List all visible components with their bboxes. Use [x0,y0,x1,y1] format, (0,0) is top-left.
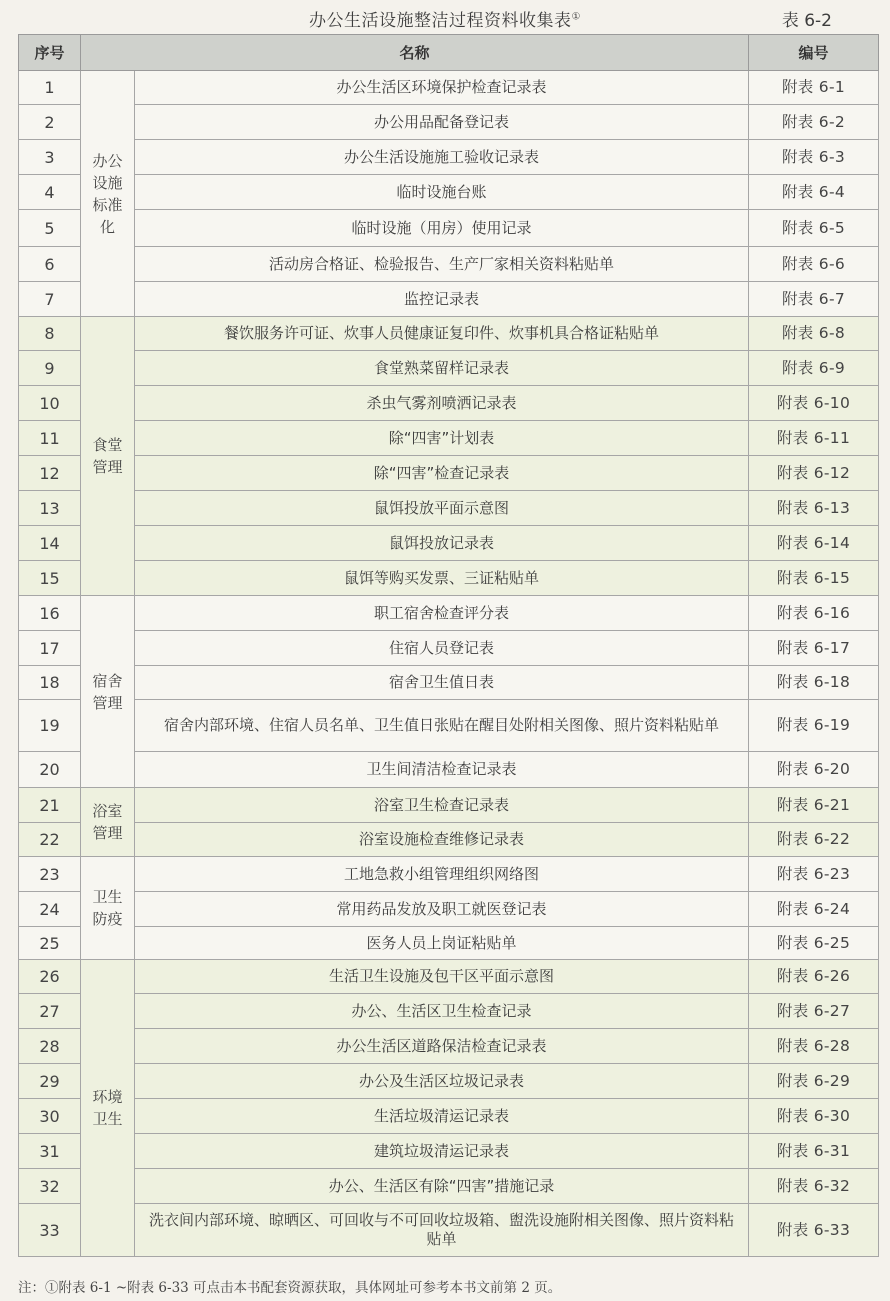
row-number: 15 [19,561,81,596]
header-no: 序号 [19,35,81,71]
record-name: 生活垃圾清运记录表 [135,1099,749,1134]
record-name: 除“四害”检查记录表 [135,456,749,491]
row-number: 8 [19,317,81,351]
record-name: 建筑垃圾清运记录表 [135,1134,749,1169]
row-number: 11 [19,421,81,456]
category-cell: 环境 卫生 [81,960,135,1257]
table-row [19,175,879,210]
record-name: 办公生活设施施工验收记录表 [135,140,749,175]
record-code: 附表 6-21 [749,788,879,823]
row-number: 18 [19,666,81,700]
record-name: 办公及生活区垃圾记录表 [135,1064,749,1099]
record-name: 鼠饵等购买发票、三证粘贴单 [135,561,749,596]
record-code: 附表 6-12 [749,456,879,491]
category-cell: 食堂 管理 [81,317,135,596]
table-row [19,752,879,788]
record-name: 除“四害”计划表 [135,421,749,456]
record-name: 医务人员上岗证粘贴单 [135,927,749,960]
row-number: 33 [19,1204,81,1257]
table-row [19,857,879,892]
table-row [19,282,879,317]
category-cell: 卫生 防疫 [81,857,135,960]
record-name: 工地急救小组管理组织网络图 [135,857,749,892]
table-row [19,526,879,561]
record-code: 附表 6-5 [749,210,879,247]
table-row [19,1169,879,1204]
table-row [19,1064,879,1099]
record-code: 附表 6-22 [749,823,879,857]
footnote: 注：①附表 6-1 ~附表 6-33 可点击本书配套资源获取，具体网址可参考本书文前第 2 页。 [18,1280,562,1296]
record-code: 附表 6-28 [749,1029,879,1064]
record-code: 附表 6-29 [749,1064,879,1099]
row-number: 19 [19,700,81,752]
record-code: 附表 6-27 [749,994,879,1029]
record-code: 附表 6-3 [749,140,879,175]
row-number: 5 [19,210,81,247]
table-row [19,317,879,351]
record-code: 附表 6-2 [749,105,879,140]
row-number: 16 [19,596,81,631]
record-code: 附表 6-20 [749,752,879,788]
record-name: 活动房合格证、检验报告、生产厂家相关资料粘贴单 [135,247,749,282]
row-number: 1 [19,71,81,105]
category-cell: 办公 设施 标准 化 [81,71,135,317]
table-row [19,105,879,140]
record-code: 附表 6-19 [749,700,879,752]
record-code: 附表 6-7 [749,282,879,317]
row-number: 27 [19,994,81,1029]
row-number: 3 [19,140,81,175]
record-name: 办公、生活区卫生检查记录 [135,994,749,1029]
record-name: 住宿人员登记表 [135,631,749,666]
record-code: 附表 6-23 [749,857,879,892]
record-code: 附表 6-4 [749,175,879,210]
record-name: 办公、生活区有除“四害”措施记录 [135,1169,749,1204]
table-row [19,421,879,456]
record-code: 附表 6-26 [749,960,879,994]
row-number: 10 [19,386,81,421]
record-name: 浴室卫生检查记录表 [135,788,749,823]
record-code: 附表 6-24 [749,892,879,927]
row-number: 23 [19,857,81,892]
table-row [19,631,879,666]
record-name: 常用药品发放及职工就医登记表 [135,892,749,927]
record-code: 附表 6-13 [749,491,879,526]
table-row [19,994,879,1029]
row-number: 25 [19,927,81,960]
row-number: 29 [19,1064,81,1099]
record-name: 办公生活区道路保洁检查记录表 [135,1029,749,1064]
record-name: 卫生间清洁检查记录表 [135,752,749,788]
record-code: 附表 6-31 [749,1134,879,1169]
table-row [19,71,879,105]
record-name: 浴室设施检查维修记录表 [135,823,749,857]
header-code: 编号 [749,35,879,71]
record-code: 附表 6-17 [749,631,879,666]
row-number: 9 [19,351,81,386]
row-number: 20 [19,752,81,788]
record-code: 附表 6-30 [749,1099,879,1134]
table-row [19,1099,879,1134]
row-number: 12 [19,456,81,491]
table-row [19,1029,879,1064]
table-row [19,456,879,491]
record-code: 附表 6-15 [749,561,879,596]
row-number: 13 [19,491,81,526]
table-row [19,140,879,175]
record-code: 附表 6-11 [749,421,879,456]
record-code: 附表 6-33 [749,1204,879,1257]
table-row [19,960,879,994]
table-row [19,823,879,857]
row-number: 28 [19,1029,81,1064]
record-name: 生活卫生设施及包干区平面示意图 [135,960,749,994]
record-code: 附表 6-9 [749,351,879,386]
record-name: 餐饮服务许可证、炊事人员健康证复印件、炊事机具合格证粘贴单 [135,317,749,351]
record-code: 附表 6-8 [749,317,879,351]
record-name: 食堂熟菜留样记录表 [135,351,749,386]
table-row [19,788,879,823]
record-code: 附表 6-6 [749,247,879,282]
table-row [19,596,879,631]
table-row [19,666,879,700]
record-code: 附表 6-18 [749,666,879,700]
title-footnote-mark: ① [571,11,581,23]
record-name: 临时设施台账 [135,175,749,210]
row-number: 30 [19,1099,81,1134]
record-name: 职工宿舍检查评分表 [135,596,749,631]
table-row [19,386,879,421]
table-row [19,351,879,386]
table-row [19,1204,879,1257]
record-name: 办公用品配备登记表 [135,105,749,140]
record-code: 附表 6-16 [749,596,879,631]
row-number: 24 [19,892,81,927]
row-number: 21 [19,788,81,823]
table-body [19,71,879,1257]
document-title: 办公生活设施整洁过程资料收集表① [309,11,581,31]
record-code: 附表 6-32 [749,1169,879,1204]
table-row [19,561,879,596]
row-number: 32 [19,1169,81,1204]
record-name: 杀虫气雾剂喷洒记录表 [135,386,749,421]
table-row [19,892,879,927]
record-name: 洗衣间内部环境、晾晒区、可回收与不可回收垃圾箱、盥洗设施附相关图像、照片资料粘贴单 [135,1204,749,1257]
record-name: 办公生活区环境保护检查记录表 [135,71,749,105]
row-number: 14 [19,526,81,561]
table-row [19,210,879,247]
table-row [19,247,879,282]
record-code: 附表 6-10 [749,386,879,421]
row-number: 31 [19,1134,81,1169]
category-cell: 宿舍 管理 [81,596,135,788]
record-code: 附表 6-25 [749,927,879,960]
category-cell: 浴室 管理 [81,788,135,857]
table-row [19,927,879,960]
row-number: 22 [19,823,81,857]
row-number: 17 [19,631,81,666]
table-number: 表 6-2 [781,11,832,31]
record-name: 鼠饵投放记录表 [135,526,749,561]
record-name: 监控记录表 [135,282,749,317]
row-number: 7 [19,282,81,317]
table-header-row [19,35,879,71]
record-code: 附表 6-1 [749,71,879,105]
row-number: 6 [19,247,81,282]
record-name: 宿舍卫生值日表 [135,666,749,700]
record-name: 鼠饵投放平面示意图 [135,491,749,526]
record-name: 临时设施（用房）使用记录 [135,210,749,247]
records-table [18,34,879,1257]
row-number: 26 [19,960,81,994]
record-name: 宿舍内部环境、住宿人员名单、卫生值日张贴在醒目处附相关图像、照片资料粘贴单 [135,700,749,752]
table-row [19,700,879,752]
record-code: 附表 6-14 [749,526,879,561]
table-row [19,1134,879,1169]
table-row [19,491,879,526]
row-number: 4 [19,175,81,210]
header-name: 名称 [81,35,749,71]
row-number: 2 [19,105,81,140]
